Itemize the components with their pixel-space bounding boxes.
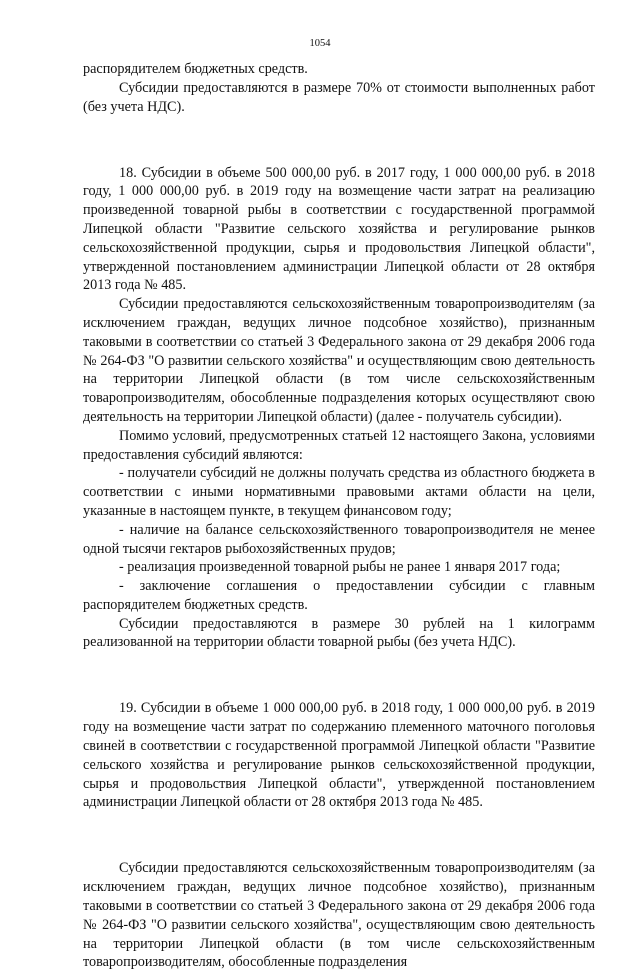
paragraph: - получатели субсидий не должны получать средства из областного бюджета в соответствии с иными нормативными правовыми актами области на цели, указанные в настоящем пункте, в текущем финансовом году; xyxy=(83,465,595,519)
paragraph: Субсидии предоставляются сельскохозяйственным товаропроизводителям (за исключением граждан, ведущих личное подсобное хозяйство), признанным таковыми в соответствии со статьей 3 Федерального закона от 29 декабря 2006 года № 264-ФЗ "О развитии сельского хозяйства", осуществляющим свою деятельность на территории Липецкой области (в том числе сельскохозяйственным товаропроизводителям, обособленные подразделения xyxy=(83,860,595,971)
paragraph: - заключение соглашения о предоставлении субсидии с главным распорядителем бюджетных средств. xyxy=(83,578,595,613)
paragraph: - реализация произведенной товарной рыбы не ранее 1 января 2017 года; xyxy=(119,559,561,576)
paragraph: - наличие на балансе сельскохозяйственного товаропроизводителя не менее одной тысячи гектаров рыбохозяйственных прудов; xyxy=(83,521,595,557)
paragraph: 18. Субсидии в объеме 500 000,00 руб. в 2017 году, 1 000 000,00 руб. в 2018 году, 1 000 000,00 руб. в 2019 году на возмещение части затрат на реализацию произведенной товарной рыбы в соответствии с государственной программой Липецкой области "Развитие сельского хозяйства и регулирование рынков сельскохозяйственной продукции, сырья и продовольствия Липецкой области", утвержденной постановлением администрации Липецкой области от 28 октября 2013 года № 485. xyxy=(83,164,595,294)
paragraph-spacer xyxy=(83,666,595,685)
paragraph: Субсидии предоставляются в размере 70% от стоимости выполненных работ (без учета НДС). xyxy=(83,79,595,115)
paragraph-spacer xyxy=(83,826,595,845)
paragraph-spacer xyxy=(83,131,595,150)
paragraph: Помимо условий, предусмотренных статьей 12 настоящего Закона, условиями предоставления субсидий являются: xyxy=(83,427,595,463)
paragraph: распорядителем бюджетных средств. xyxy=(83,61,308,77)
document-body xyxy=(83,60,595,972)
page-number: 1054 xyxy=(309,38,331,49)
paragraph: Субсидии предоставляются сельскохозяйственным товаропроизводителям (за исключением граждан, ведущих личное подсобное хозяйство), признанным таковыми в соответствии со статьей 3 Федерального закона от 29 декабря 2006 года № 264-ФЗ "О развитии сельского хозяйства" и осуществляющим свою деятельность на территории Липецкой области (в том числе сельскохозяйственным товаропроизводителям, обособленные подразделения которых осуществляют свою деятельность на территории Липецкой области) (далее - получатель субсидии). xyxy=(83,296,595,425)
paragraph: Субсидии предоставляются в размере 30 рублей на 1 килограмм реализованной на территории области товарной рыбы (без учета НДС). xyxy=(83,615,595,651)
paragraph: 19. Субсидии в объеме 1 000 000,00 руб. в 2018 году, 1 000 000,00 руб. в 2019 году на возмещение части затрат по содержанию племенного маточного поголовья свиней в соответствии с государственной программой Липецкой области "Развитие сельского хозяйства и регулирование рынков сельскохозяйственной продукции, сырья и продовольствия Липецкой области", утвержденной постановлением администрации Липецкой области от 28 октября 2013 года № 485. xyxy=(83,700,595,811)
